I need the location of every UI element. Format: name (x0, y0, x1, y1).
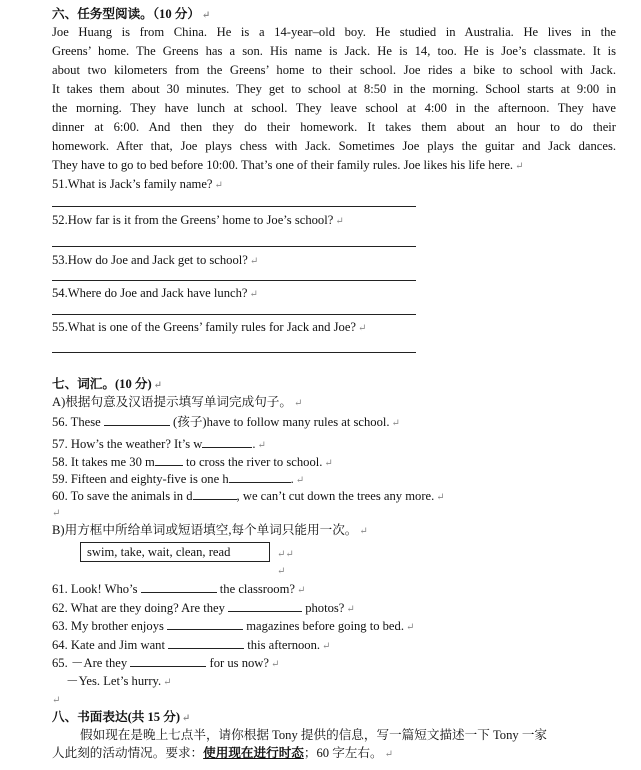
paragraph-mark-icon: ↵ (163, 677, 172, 688)
item-58: 58. It takes me 30 m to cross the river to school. ↵ (52, 455, 333, 469)
passage-line: about two kilometers from the Greens’ home to their school. Joe rides a bike to school with Jack. (52, 63, 616, 77)
blank-65[interactable] (130, 654, 206, 667)
paragraph-mark-icon: ↵ (515, 161, 524, 172)
item-65: 65. －Are they for us now? ↵ (52, 656, 280, 670)
item-60: 60. To save the animals in d , we can’t cut down the trees any more. ↵ (52, 489, 445, 503)
question-51: 51.What is Jack’s family name? ↵ (52, 177, 223, 191)
paragraph-mark-icon: ↵ (249, 289, 258, 300)
answer-line-55[interactable] (52, 352, 416, 353)
blank-64[interactable] (168, 636, 244, 649)
question-55: 55.What is one of the Greens’ family rules for Jack and Joe? ↵ (52, 320, 367, 334)
blank-63[interactable] (167, 617, 243, 630)
blank-56[interactable] (104, 413, 170, 426)
paragraph-mark-icon: ↵ (384, 749, 393, 760)
word-box-mark (275, 545, 294, 563)
paragraph-mark-icon: ↵ (153, 380, 163, 391)
paragraph-mark-icon: ↵ (324, 458, 333, 469)
partA-title: A)根据句意及汉语提示填写单词完成句子。 ↵ (52, 395, 303, 409)
paragraph-mark-icon: ↵ (257, 440, 266, 451)
passage-line: the morning. They have lunch at school. They leave school at 4:00 in the afternoon. They have (52, 101, 616, 115)
item-63: 63. My brother enjoys magazines before going to bed. ↵ (52, 619, 415, 633)
passage-line: homework. After that, Joe plays chess with Jack. Sometimes Joe plays the guitar and Jack dances. (52, 139, 616, 153)
answer-line-53[interactable] (52, 280, 416, 281)
item-64: 64. Kate and Jim want this afternoon. ↵ (52, 638, 331, 652)
passage-line: Greens’ home. The Greens has a son. His name is Jack. He is 14, too. He is Joe’s classmate. It is (52, 44, 616, 58)
answer-line-51[interactable] (52, 206, 416, 207)
section6-title: 六、任务型阅读。（10 分） ↵ (52, 7, 211, 21)
paragraph-mark-icon: ↵ (346, 604, 355, 615)
empty-paragraph (52, 504, 60, 522)
paragraph-mark-icon: ↵ (405, 622, 415, 633)
paragraph-mark-icon: ↵ (295, 475, 305, 486)
writing-prompt-line1: 假如现在是晚上七点半，请你根据 Tony 提供的信息，写一篇短文描述一下 Tony 一家 (80, 728, 548, 742)
paragraph-mark-icon: ↵ (293, 398, 303, 409)
empty-paragraph (52, 691, 60, 709)
blank-59[interactable] (229, 470, 291, 483)
paragraph-mark-icon: ↵ (214, 180, 223, 191)
answer-line-52[interactable] (52, 246, 416, 247)
section8-title: 八、书面表达(共 15 分) ↵ (52, 710, 191, 724)
passage-line: Joe Huang is from China. He is a 14-year–old boy. He studied in Australia. He lives in the (52, 25, 616, 39)
passage-line: It takes them about 30 minutes. They get to school at 8:50 in the morning. School starts at 9:00 in (52, 82, 616, 96)
paragraph-mark-icon: ↵ (436, 492, 445, 503)
blank-57[interactable] (202, 435, 252, 448)
writing-prompt-line2: 人此刻的活动情况。要求：使用现在进行时态；60 字左右。 ↵ (52, 746, 393, 760)
paragraph-mark-icon: ↵ (358, 323, 367, 334)
item-65-reply: －Yes. Let’s hurry. ↵ (66, 674, 172, 688)
paragraph-mark-icon: ↵ (296, 585, 306, 596)
paragraph-mark-icon: ↵ (52, 508, 61, 519)
paragraph-mark-icon: ↵ (249, 256, 259, 267)
paragraph-mark-icon: ↵ (335, 216, 344, 227)
paragraph-mark-icon: ↵ (359, 526, 368, 537)
paragraph-mark-icon: ↵ (322, 641, 331, 652)
item-57: 57. How’s the weather? It’s w . ↵ (52, 437, 266, 451)
passage-line: dinner at 6:00. And then they do their homework. It takes them about an hour to do their (52, 120, 616, 134)
word-box-mark (275, 562, 285, 580)
blank-60[interactable] (193, 487, 237, 500)
question-52: 52.How far is it from the Greens’ home to Joe’s school? ↵ (52, 213, 344, 227)
answer-line-54[interactable] (52, 314, 416, 315)
blank-62[interactable] (228, 599, 302, 612)
paragraph-mark-icon: ↵ (391, 418, 400, 429)
section7-title: 七、词汇。(10 分) ↵ (52, 377, 163, 391)
paragraph-mark-icon: ↵ (52, 695, 61, 706)
word-box: swim, take, wait, clean, read (80, 542, 270, 562)
item-59: 59. Fifteen and eighty-five is one h . ↵ (52, 472, 305, 486)
paragraph-mark-icon: ↵↵ (277, 549, 294, 560)
item-56: 56. These (孩子)have to follow many rules at school. ↵ (52, 415, 400, 429)
item-61: 61. Look! Who’s the classroom? ↵ (52, 582, 306, 596)
question-53: 53.How do Joe and Jack get to school? ↵ (52, 253, 259, 267)
item-62: 62. What are they doing? Are they photos? ↵ (52, 601, 355, 615)
question-54: 54.Where do Joe and Jack have lunch? ↵ (52, 286, 258, 300)
paragraph-mark-icon: ↵ (182, 713, 191, 724)
paragraph-mark-icon: ↵ (277, 566, 286, 577)
blank-58[interactable] (155, 453, 183, 466)
paragraph-mark-icon: ↵ (201, 10, 211, 21)
paragraph-mark-icon: ↵ (270, 659, 280, 670)
passage-line: They have to go to bed before 10:00. That’s one of their family rules. Joe likes his life here. ↵ (52, 158, 524, 172)
partB-title: B)用方框中所给单词或短语填空,每个单词只能用一次。 ↵ (52, 523, 368, 537)
blank-61[interactable] (141, 580, 217, 593)
